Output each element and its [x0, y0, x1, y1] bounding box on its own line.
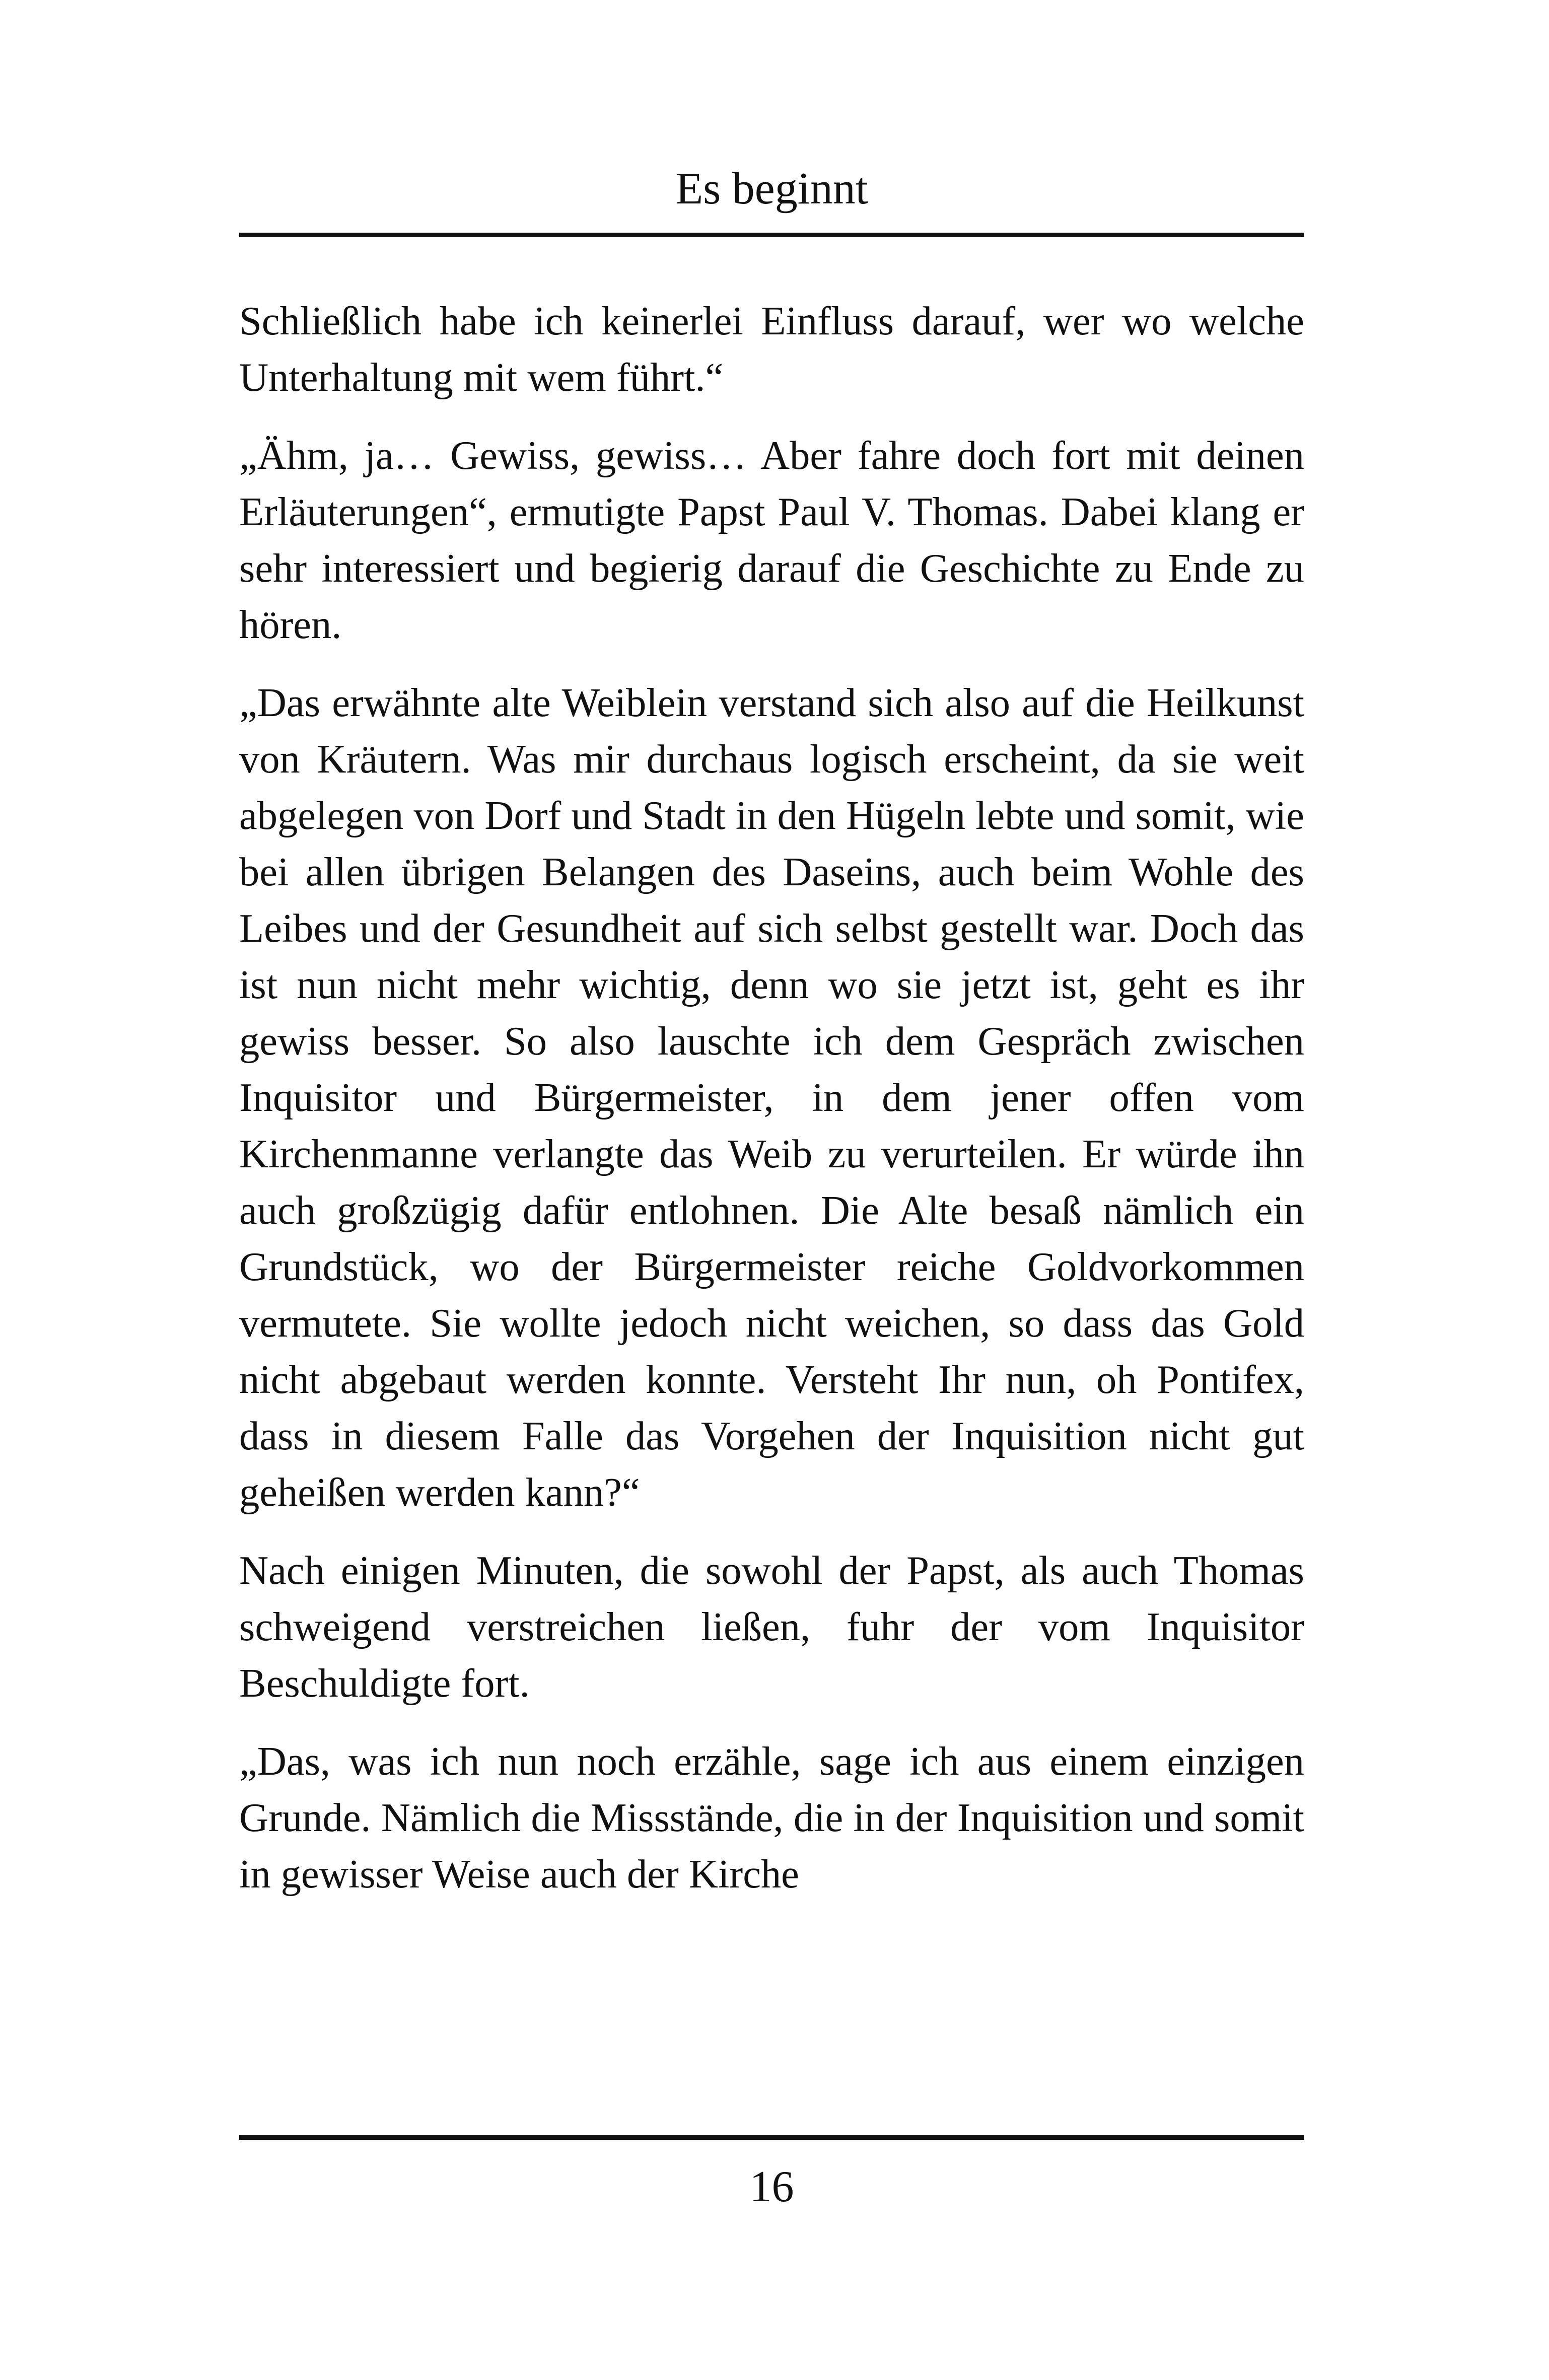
paragraph: „Ähm, ja… Gewiss, gewiss… Aber fahre doch fort mit deinen Erläuterungen“, ermutigte Papst Paul V. Thomas. Dabei klang er sehr interessiert und begierig darauf die Geschichte zu Ende zu hören.: [239, 433, 1304, 647]
page-number: 16: [749, 2162, 794, 2211]
paragraph: Schließlich habe ich keinerlei Einfluss darauf, wer wo welche Unterhaltung mit wem führt.“: [239, 299, 1304, 400]
paragraph: „Das erwähnte alte Weiblein verstand sich also auf die Heilkunst von Kräutern. Was mir durchaus logisch erscheint, da sie weit abgelegen von Dorf und Stadt in den Hügeln lebte und somit, wie bei allen übrigen Belangen des Daseins, auch beim Wohle des Leibes und der Gesundheit auf sich selbst gestellt war. Doch das ist nun nicht mehr wichtig, denn wo sie jetzt ist, geht es ihr gewiss besser. So also lauschte ich dem Gespräch zwischen Inquisitor und Bürgermeister, in dem jener offen vom Kirchenmanne verlangte das Weib zu verurteilen. Er würde ihn auch großzügig dafür entlohnen. Die Alte besaß nämlich ein Grundstück, wo der Bürgermeister reiche Goldvorkommen vermutete. Sie wollte jedoch nicht weichen, so dass das Gold nicht abgebaut werden konnte. Versteht Ihr nun, oh Pontifex, dass in diesem Falle das Vorgehen der Inquisition nicht gut geheißen werden kann?“: [239, 680, 1304, 1515]
body-text: [239, 293, 1304, 1924]
paragraph: Nach einigen Minuten, die sowohl der Papst, als auch Thomas schweigend verstreichen ließen, fuhr der vom Inquisitor Beschuldigte fort.: [239, 1548, 1304, 1706]
running-header-title: Es beginnt: [675, 164, 868, 214]
footer-rule: [239, 2135, 1304, 2140]
paragraph: „Das, was ich nun noch erzähle, sage ich aus einem einzigen Grunde. Nämlich die Missstände, die in der Inquisition und somit in gewisser Weise auch der Kirche: [239, 1739, 1304, 1897]
header-rule: [239, 233, 1304, 237]
